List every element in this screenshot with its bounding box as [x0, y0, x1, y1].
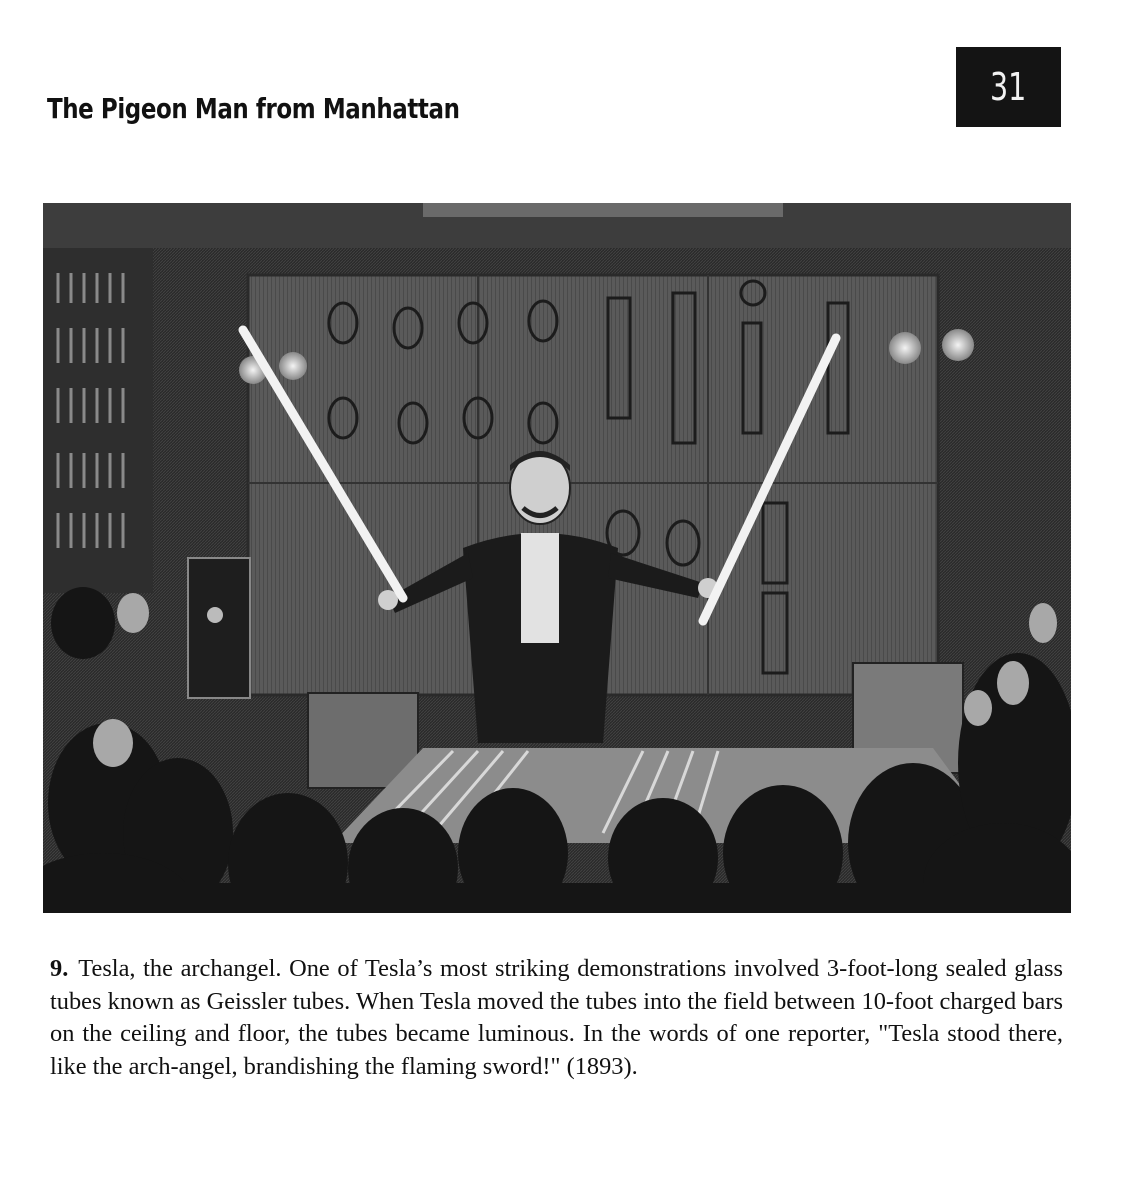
page-number: 31: [990, 65, 1027, 109]
running-head: The Pigeon Man from Manhattan: [47, 92, 460, 125]
page-number-box: [956, 47, 1061, 127]
figure-caption: [50, 953, 1063, 1083]
right-lamp: [889, 332, 921, 364]
caption-text: Tesla, the archangel. One of Tesla’s most striking demonstrations involved 3-foot-long sealed glass tubes known as Geissler tubes. When Tesla moved the tubes into the field between 10-foot charged bars on the ceiling and floor, the tubes became luminous. In the words of one reporter, "Tesla stood there, like the arch-angel, brandishing the flaming sword!" (1893).: [50, 955, 1063, 1080]
caption-number: 9.: [50, 955, 69, 982]
figure-engraving: [43, 203, 1071, 913]
engraving-illustration: [43, 203, 1071, 913]
